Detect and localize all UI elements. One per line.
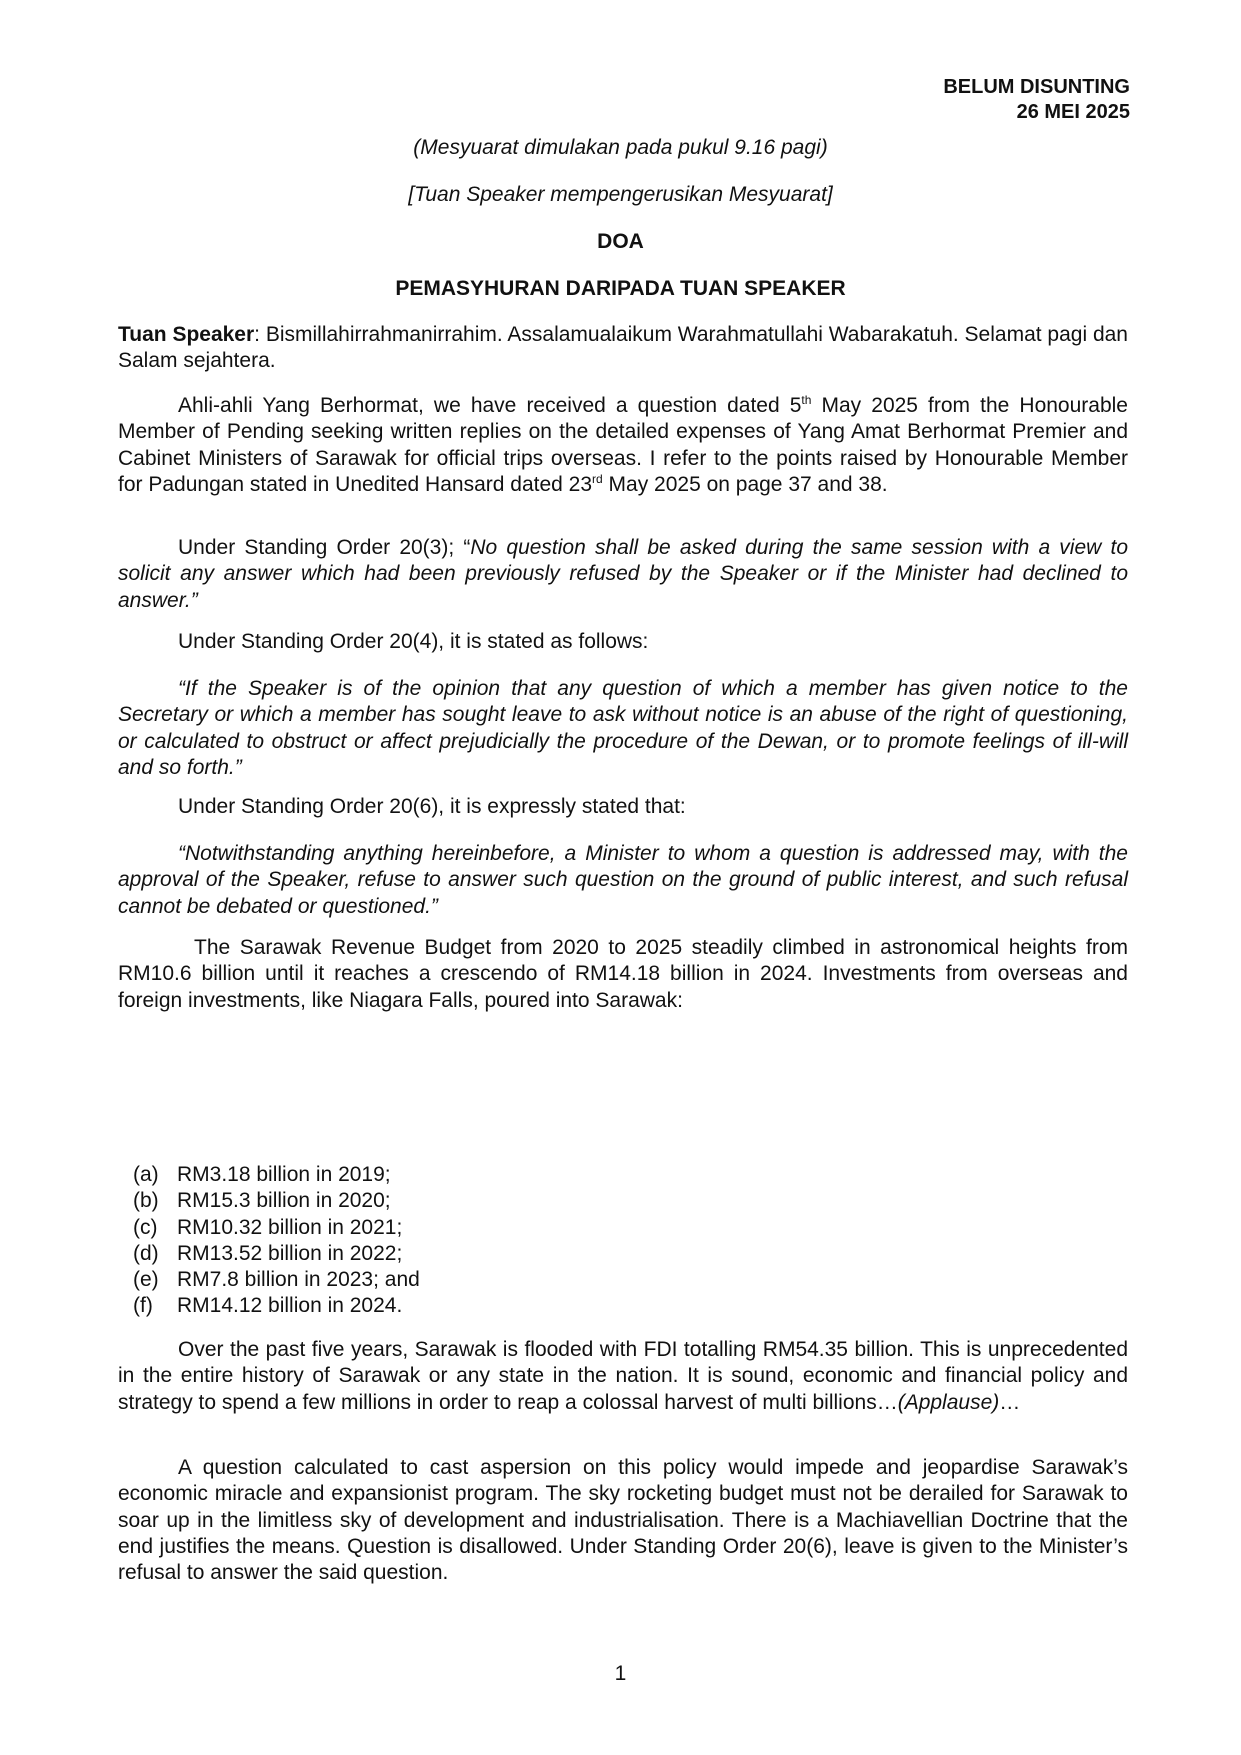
- speaker-greeting: [118, 322, 1128, 375]
- chair-note: [Tuan Speaker mempengerusikan Mesyuarat]: [408, 183, 833, 206]
- list-item-label: (c): [133, 1215, 158, 1239]
- list-item-text: RM10.32 billion in 2021;: [177, 1215, 403, 1239]
- paragraph-text: Over the past five years, Sarawak is flooded with FDI totalling RM54.35 billion. This is unprecedented in the entire history of Sarawak or any state in the nation. It is sound, economic and financial policy and strategy to spend a few millions in order to reap a colossal harvest of multi billions…: [118, 1338, 1128, 1414]
- page-number: 1: [614, 1662, 627, 1685]
- paragraph-standing-order-20-6: Under Standing Order 20(6), it is expressly stated that:: [178, 795, 686, 818]
- prayer-heading: DOA: [597, 230, 644, 253]
- paragraph-fdi: [118, 1337, 1128, 1416]
- list-item: [118, 1215, 420, 1241]
- list-item: [118, 1162, 420, 1188]
- list-item-label: (d): [133, 1241, 159, 1265]
- paragraph-ruling: A question calculated to cast aspersion on this policy would impede and jeopardise Sarawak’s economic miracle and expansionist program. The sky rocketing budget must not be derailed for Sarawak to soar up in the limitless sky of development and industrialisation. There is a Machiavellian Doctrine that the end justifies the means. Question is disallowed. Under Standing Order 20(6), leave is given to the Minister’s refusal to answer the said question.: [118, 1456, 1128, 1585]
- list-item: [118, 1293, 420, 1319]
- list-item-text: RM3.18 billion in 2019;: [177, 1163, 391, 1186]
- announcement-heading: PEMASYHURAN DARIPADA TUAN SPEAKER: [395, 277, 846, 300]
- investment-list: [118, 1162, 420, 1320]
- speaker-name: Tuan Speaker: [118, 323, 255, 346]
- list-item-text: RM14.12 billion in 2024.: [177, 1294, 403, 1318]
- list-item-label: (a): [133, 1163, 159, 1186]
- list-item-text: RM13.52 billion in 2022;: [177, 1241, 403, 1265]
- ordinal-suffix: rd: [592, 471, 603, 486]
- document-date: 26 MEI 2025: [1016, 101, 1130, 123]
- session-start-note: (Mesyuarat dimulakan pada pukul 9.16 pagi): [413, 136, 828, 159]
- ellipsis: …: [999, 1390, 1021, 1414]
- list-item-label: (e): [133, 1268, 159, 1292]
- paragraph-text: May 2025 on page 37 and 38.: [602, 472, 888, 496]
- quote-standing-order-20-6: “Notwithstanding anything hereinbefore, a Minister to whom a question is addressed may, with the approval of the Speaker, refuse to answer such question on the ground of public interest, and such refusal cannot be debated or questioned.”: [118, 842, 1128, 918]
- quoted-text: No question shall be asked during the same session with a view to solicit any answer which had been previously refused by the Speaker or if the Minister had declined to answer.”: [118, 536, 1129, 612]
- list-item-label: (b): [133, 1189, 159, 1213]
- paragraph-standing-order-20-3: [118, 535, 1128, 614]
- list-item-label: (f): [133, 1294, 153, 1318]
- paragraph-revenue-budget: The Sarawak Revenue Budget from 2020 to 2025 steadily climbed in astronomical heights from RM10.6 billion until it reaches a crescendo of RM14.18 billion in 2024. Investments from overseas and foreign investments, like Niagara Falls, poured into Sarawak:: [118, 936, 1128, 1012]
- list-item-text: RM15.3 billion in 2020;: [177, 1189, 391, 1213]
- list-item-text: RM7.8 billion in 2023; and: [177, 1268, 420, 1292]
- paragraph-text: Ahli-ahli Yang Berhormat, we have received a question dated 5: [178, 394, 802, 417]
- status-label: BELUM DISUNTING: [943, 76, 1130, 98]
- paragraph-question-received: [118, 393, 1128, 498]
- paragraph-standing-order-20-4: Under Standing Order 20(4), it is stated as follows:: [178, 630, 649, 653]
- list-item: [118, 1241, 420, 1267]
- applause-note: (Applause): [897, 1390, 1000, 1414]
- document-header: [943, 75, 1130, 125]
- quote-standing-order-20-4: “If the Speaker is of the opinion that any question of which a member has given notice to the Secretary or which a member has sought leave to ask without notice is an abuse of the right of questioning, or calculated to obstruct or affect prejudicially the procedure of the Dewan, or to promote feelings of ill-will and so forth.”: [118, 677, 1128, 779]
- ordinal-suffix: th: [801, 393, 812, 407]
- paragraph-text: May 2025 from the Honourable Member of Pending seeking written replies on the detailed expenses of Yang Amat Berhormat Premier and Cabinet Ministers of Sarawak for official trips overseas. I refer to the points raised by Honourable Member for Padungan stated in Unedited Hansard dated 23: [118, 394, 1128, 496]
- paragraph-text: Under Standing Order 20(3); “: [178, 536, 471, 559]
- list-item: [118, 1188, 420, 1214]
- greeting-text: : Bismillahirrahmanirrahim. Assalamualaikum Warahmatullahi Wabarakatuh. Selamat pagi dan Salam sejahtera.: [118, 323, 1128, 373]
- list-item: [118, 1267, 420, 1293]
